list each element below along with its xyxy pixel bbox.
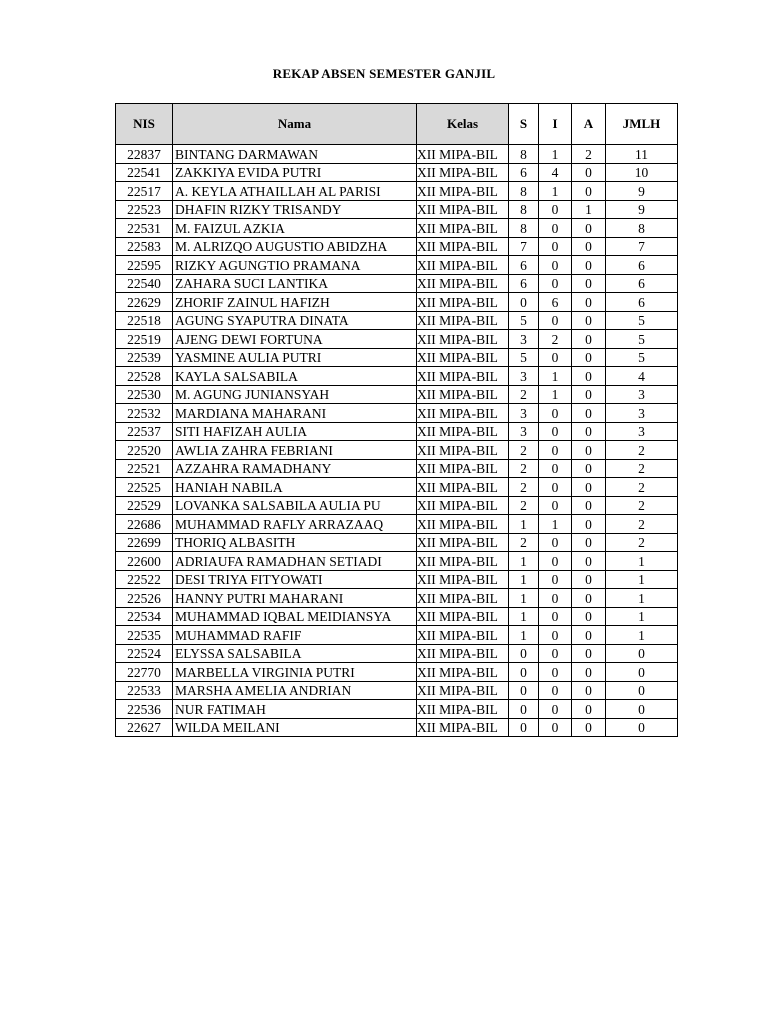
cell-i: 0	[539, 718, 572, 737]
cell-nis: 22539	[116, 348, 173, 367]
cell-nis: 22837	[116, 145, 173, 164]
cell-nama: MARDIANA MAHARANI	[173, 404, 417, 423]
table-row	[116, 348, 678, 367]
cell-jmlh: 3	[606, 385, 678, 404]
cell-jmlh: 0	[606, 718, 678, 737]
cell-i: 0	[539, 533, 572, 552]
attendance-table	[115, 103, 678, 737]
column-header-kelas: Kelas	[417, 104, 509, 145]
cell-s: 1	[509, 570, 539, 589]
cell-jmlh: 2	[606, 459, 678, 478]
column-header-nis: NIS	[116, 104, 173, 145]
cell-i: 0	[539, 496, 572, 515]
table-row	[116, 570, 678, 589]
cell-i: 1	[539, 182, 572, 201]
cell-nis: 22699	[116, 533, 173, 552]
cell-a: 0	[572, 182, 606, 201]
column-header-nama: Nama	[173, 104, 417, 145]
cell-s: 8	[509, 219, 539, 238]
cell-i: 0	[539, 644, 572, 663]
column-header-i: I	[539, 104, 572, 145]
cell-jmlh: 5	[606, 311, 678, 330]
cell-i: 0	[539, 311, 572, 330]
cell-nis: 22520	[116, 441, 173, 460]
cell-jmlh: 3	[606, 422, 678, 441]
page-title: REKAP ABSEN SEMESTER GANJIL	[272, 66, 496, 81]
cell-a: 0	[572, 552, 606, 571]
table-row	[116, 274, 678, 293]
cell-s: 8	[509, 200, 539, 219]
cell-i: 0	[539, 681, 572, 700]
cell-nis: 22533	[116, 681, 173, 700]
cell-a: 0	[572, 422, 606, 441]
cell-kelas: XII MIPA-BIL	[417, 293, 509, 312]
cell-i: 0	[539, 256, 572, 275]
cell-kelas: XII MIPA-BIL	[417, 256, 509, 275]
cell-s: 3	[509, 422, 539, 441]
table-row	[116, 700, 678, 719]
cell-s: 3	[509, 330, 539, 349]
cell-i: 0	[539, 441, 572, 460]
cell-a: 0	[572, 700, 606, 719]
cell-i: 0	[539, 404, 572, 423]
cell-jmlh: 5	[606, 348, 678, 367]
table-row	[116, 200, 678, 219]
cell-nis: 22627	[116, 718, 173, 737]
cell-a: 0	[572, 385, 606, 404]
cell-a: 0	[572, 311, 606, 330]
cell-nama: MUHAMMAD RAFLY ARRAZAAQ	[173, 515, 417, 534]
cell-jmlh: 0	[606, 663, 678, 682]
table-row	[116, 182, 678, 201]
cell-s: 8	[509, 145, 539, 164]
table-row	[116, 459, 678, 478]
cell-a: 0	[572, 237, 606, 256]
table-row	[116, 330, 678, 349]
cell-kelas: XII MIPA-BIL	[417, 681, 509, 700]
cell-jmlh: 1	[606, 570, 678, 589]
cell-nis: 22528	[116, 367, 173, 386]
cell-nama: RIZKY AGUNGTIO PRAMANA	[173, 256, 417, 275]
cell-kelas: XII MIPA-BIL	[417, 478, 509, 497]
cell-nama: ELYSSA SALSABILA	[173, 644, 417, 663]
table-row	[116, 163, 678, 182]
cell-nis: 22518	[116, 311, 173, 330]
cell-s: 2	[509, 459, 539, 478]
cell-s: 1	[509, 589, 539, 608]
cell-nis: 22540	[116, 274, 173, 293]
cell-a: 0	[572, 293, 606, 312]
cell-nama: LOVANKA SALSABILA AULIA PU	[173, 496, 417, 515]
cell-jmlh: 2	[606, 441, 678, 460]
cell-nis: 22536	[116, 700, 173, 719]
cell-i: 1	[539, 367, 572, 386]
cell-nama: YASMINE AULIA PUTRI	[173, 348, 417, 367]
cell-jmlh: 11	[606, 145, 678, 164]
cell-nama: THORIQ ALBASITH	[173, 533, 417, 552]
cell-nis: 22521	[116, 459, 173, 478]
cell-nis: 22583	[116, 237, 173, 256]
cell-nama: NUR FATIMAH	[173, 700, 417, 719]
cell-nama: MUHAMMAD RAFIF	[173, 626, 417, 645]
cell-a: 0	[572, 570, 606, 589]
cell-i: 0	[539, 607, 572, 626]
cell-s: 0	[509, 718, 539, 737]
cell-i: 0	[539, 478, 572, 497]
cell-s: 8	[509, 182, 539, 201]
cell-s: 0	[509, 293, 539, 312]
cell-nama: AWLIA ZAHRA FEBRIANI	[173, 441, 417, 460]
cell-a: 0	[572, 330, 606, 349]
cell-i: 1	[539, 385, 572, 404]
cell-jmlh: 7	[606, 237, 678, 256]
column-header-a: A	[572, 104, 606, 145]
cell-s: 6	[509, 256, 539, 275]
cell-i: 0	[539, 237, 572, 256]
cell-nama: M. AGUNG JUNIANSYAH	[173, 385, 417, 404]
cell-a: 0	[572, 644, 606, 663]
cell-s: 7	[509, 237, 539, 256]
table-row	[116, 293, 678, 312]
cell-a: 0	[572, 404, 606, 423]
cell-i: 0	[539, 552, 572, 571]
cell-a: 0	[572, 441, 606, 460]
cell-s: 3	[509, 404, 539, 423]
cell-a: 0	[572, 348, 606, 367]
cell-jmlh: 4	[606, 367, 678, 386]
cell-nis: 22541	[116, 163, 173, 182]
table-row	[116, 626, 678, 645]
cell-kelas: XII MIPA-BIL	[417, 700, 509, 719]
cell-jmlh: 6	[606, 274, 678, 293]
cell-a: 0	[572, 681, 606, 700]
cell-s: 5	[509, 311, 539, 330]
cell-s: 2	[509, 385, 539, 404]
cell-kelas: XII MIPA-BIL	[417, 163, 509, 182]
cell-s: 0	[509, 681, 539, 700]
cell-a: 0	[572, 626, 606, 645]
cell-s: 0	[509, 700, 539, 719]
cell-nama: AJENG DEWI FORTUNA	[173, 330, 417, 349]
cell-s: 1	[509, 607, 539, 626]
cell-s: 1	[509, 552, 539, 571]
cell-jmlh: 6	[606, 256, 678, 275]
cell-i: 0	[539, 663, 572, 682]
cell-s: 5	[509, 348, 539, 367]
cell-a: 0	[572, 718, 606, 737]
cell-jmlh: 1	[606, 607, 678, 626]
cell-jmlh: 0	[606, 681, 678, 700]
cell-nama: A. KEYLA ATHAILLAH AL PARISI	[173, 182, 417, 201]
table-row	[116, 311, 678, 330]
cell-jmlh: 6	[606, 293, 678, 312]
cell-nis: 22529	[116, 496, 173, 515]
table-row	[116, 607, 678, 626]
column-header-s: S	[509, 104, 539, 145]
cell-i: 4	[539, 163, 572, 182]
cell-kelas: XII MIPA-BIL	[417, 237, 509, 256]
cell-kelas: XII MIPA-BIL	[417, 496, 509, 515]
cell-s: 2	[509, 496, 539, 515]
cell-s: 6	[509, 274, 539, 293]
cell-kelas: XII MIPA-BIL	[417, 589, 509, 608]
cell-nis: 22532	[116, 404, 173, 423]
cell-i: 0	[539, 274, 572, 293]
table-row	[116, 478, 678, 497]
cell-kelas: XII MIPA-BIL	[417, 626, 509, 645]
cell-nama: M. ALRIZQO AUGUSTIO ABIDZHA	[173, 237, 417, 256]
cell-kelas: XII MIPA-BIL	[417, 182, 509, 201]
table-row	[116, 496, 678, 515]
cell-s: 2	[509, 533, 539, 552]
cell-nama: DESI TRIYA FITYOWATI	[173, 570, 417, 589]
cell-nis: 22600	[116, 552, 173, 571]
cell-kelas: XII MIPA-BIL	[417, 219, 509, 238]
cell-kelas: XII MIPA-BIL	[417, 330, 509, 349]
cell-jmlh: 1	[606, 552, 678, 571]
cell-kelas: XII MIPA-BIL	[417, 718, 509, 737]
cell-kelas: XII MIPA-BIL	[417, 441, 509, 460]
cell-jmlh: 2	[606, 478, 678, 497]
cell-a: 0	[572, 515, 606, 534]
cell-a: 0	[572, 256, 606, 275]
table-row	[116, 589, 678, 608]
table-row	[116, 404, 678, 423]
table-row	[116, 515, 678, 534]
cell-nama: AZZAHRA RAMADHANY	[173, 459, 417, 478]
cell-kelas: XII MIPA-BIL	[417, 385, 509, 404]
cell-i: 0	[539, 200, 572, 219]
cell-a: 0	[572, 274, 606, 293]
cell-s: 1	[509, 626, 539, 645]
table-row	[116, 441, 678, 460]
cell-i: 0	[539, 700, 572, 719]
cell-a: 0	[572, 589, 606, 608]
cell-nama: HANIAH NABILA	[173, 478, 417, 497]
cell-a: 0	[572, 163, 606, 182]
cell-i: 6	[539, 293, 572, 312]
cell-kelas: XII MIPA-BIL	[417, 663, 509, 682]
cell-nis: 22522	[116, 570, 173, 589]
cell-jmlh: 3	[606, 404, 678, 423]
cell-nis: 22523	[116, 200, 173, 219]
cell-jmlh: 2	[606, 533, 678, 552]
cell-nama: MARSHA AMELIA ANDRIAN	[173, 681, 417, 700]
cell-s: 3	[509, 367, 539, 386]
cell-a: 0	[572, 496, 606, 515]
cell-nis: 22530	[116, 385, 173, 404]
table-row	[116, 385, 678, 404]
cell-s: 6	[509, 163, 539, 182]
cell-kelas: XII MIPA-BIL	[417, 404, 509, 423]
cell-nis: 22519	[116, 330, 173, 349]
cell-nis: 22535	[116, 626, 173, 645]
table-row	[116, 718, 678, 737]
table-row	[116, 533, 678, 552]
cell-nama: ADRIAUFA RAMADHAN SETIADI	[173, 552, 417, 571]
table-row	[116, 681, 678, 700]
cell-nama: MUHAMMAD IQBAL MEIDIANSYA	[173, 607, 417, 626]
cell-nis: 22517	[116, 182, 173, 201]
column-header-jmlh: JMLH	[606, 104, 678, 145]
cell-nis: 22526	[116, 589, 173, 608]
cell-i: 2	[539, 330, 572, 349]
cell-jmlh: 0	[606, 700, 678, 719]
cell-kelas: XII MIPA-BIL	[417, 367, 509, 386]
cell-nama: M. FAIZUL AZKIA	[173, 219, 417, 238]
cell-a: 0	[572, 533, 606, 552]
cell-kelas: XII MIPA-BIL	[417, 422, 509, 441]
cell-i: 0	[539, 626, 572, 645]
cell-kelas: XII MIPA-BIL	[417, 533, 509, 552]
cell-i: 0	[539, 219, 572, 238]
cell-nis: 22770	[116, 663, 173, 682]
cell-i: 0	[539, 589, 572, 608]
cell-jmlh: 5	[606, 330, 678, 349]
table-row	[116, 644, 678, 663]
cell-jmlh: 2	[606, 515, 678, 534]
cell-kelas: XII MIPA-BIL	[417, 644, 509, 663]
cell-a: 0	[572, 219, 606, 238]
cell-nama: WILDA MEILANI	[173, 718, 417, 737]
cell-kelas: XII MIPA-BIL	[417, 515, 509, 534]
cell-nama: DHAFIN RIZKY TRISANDY	[173, 200, 417, 219]
cell-i: 1	[539, 515, 572, 534]
cell-jmlh: 0	[606, 644, 678, 663]
cell-s: 1	[509, 515, 539, 534]
cell-i: 0	[539, 570, 572, 589]
cell-s: 0	[509, 644, 539, 663]
cell-kelas: XII MIPA-BIL	[417, 200, 509, 219]
cell-nama: ZAKKIYA EVIDA PUTRI	[173, 163, 417, 182]
table-header-row	[116, 104, 678, 145]
cell-jmlh: 2	[606, 496, 678, 515]
cell-kelas: XII MIPA-BIL	[417, 145, 509, 164]
cell-nis: 22686	[116, 515, 173, 534]
cell-nama: KAYLA SALSABILA	[173, 367, 417, 386]
cell-nama: SITI HAFIZAH AULIA	[173, 422, 417, 441]
cell-a: 0	[572, 478, 606, 497]
cell-nis: 22595	[116, 256, 173, 275]
cell-jmlh: 8	[606, 219, 678, 238]
cell-nis: 22524	[116, 644, 173, 663]
cell-nama: HANNY PUTRI MAHARANI	[173, 589, 417, 608]
cell-nama: AGUNG SYAPUTRA DINATA	[173, 311, 417, 330]
cell-nis: 22629	[116, 293, 173, 312]
table-row	[116, 663, 678, 682]
cell-kelas: XII MIPA-BIL	[417, 459, 509, 478]
cell-nis: 22534	[116, 607, 173, 626]
cell-kelas: XII MIPA-BIL	[417, 552, 509, 571]
cell-jmlh: 10	[606, 163, 678, 182]
cell-jmlh: 9	[606, 182, 678, 201]
cell-i: 0	[539, 422, 572, 441]
cell-i: 0	[539, 348, 572, 367]
cell-a: 2	[572, 145, 606, 164]
cell-nama: BINTANG DARMAWAN	[173, 145, 417, 164]
cell-jmlh: 9	[606, 200, 678, 219]
cell-kelas: XII MIPA-BIL	[417, 311, 509, 330]
cell-kelas: XII MIPA-BIL	[417, 274, 509, 293]
cell-nis: 22531	[116, 219, 173, 238]
cell-a: 0	[572, 459, 606, 478]
cell-jmlh: 1	[606, 626, 678, 645]
cell-jmlh: 1	[606, 589, 678, 608]
cell-s: 2	[509, 478, 539, 497]
cell-a: 0	[572, 663, 606, 682]
table-row	[116, 219, 678, 238]
cell-s: 2	[509, 441, 539, 460]
cell-nis: 22537	[116, 422, 173, 441]
cell-nama: MARBELLA VIRGINIA PUTRI	[173, 663, 417, 682]
cell-kelas: XII MIPA-BIL	[417, 607, 509, 626]
cell-nis: 22525	[116, 478, 173, 497]
cell-a: 0	[572, 607, 606, 626]
cell-s: 0	[509, 663, 539, 682]
table-row	[116, 367, 678, 386]
table-row	[116, 552, 678, 571]
cell-kelas: XII MIPA-BIL	[417, 570, 509, 589]
table-row	[116, 422, 678, 441]
table-row	[116, 145, 678, 164]
cell-i: 1	[539, 145, 572, 164]
cell-nama: ZHORIF ZAINUL HAFIZH	[173, 293, 417, 312]
cell-a: 1	[572, 200, 606, 219]
table-row	[116, 256, 678, 275]
cell-nama: ZAHARA SUCI LANTIKA	[173, 274, 417, 293]
cell-kelas: XII MIPA-BIL	[417, 348, 509, 367]
cell-a: 0	[572, 367, 606, 386]
table-row	[116, 237, 678, 256]
cell-i: 0	[539, 459, 572, 478]
